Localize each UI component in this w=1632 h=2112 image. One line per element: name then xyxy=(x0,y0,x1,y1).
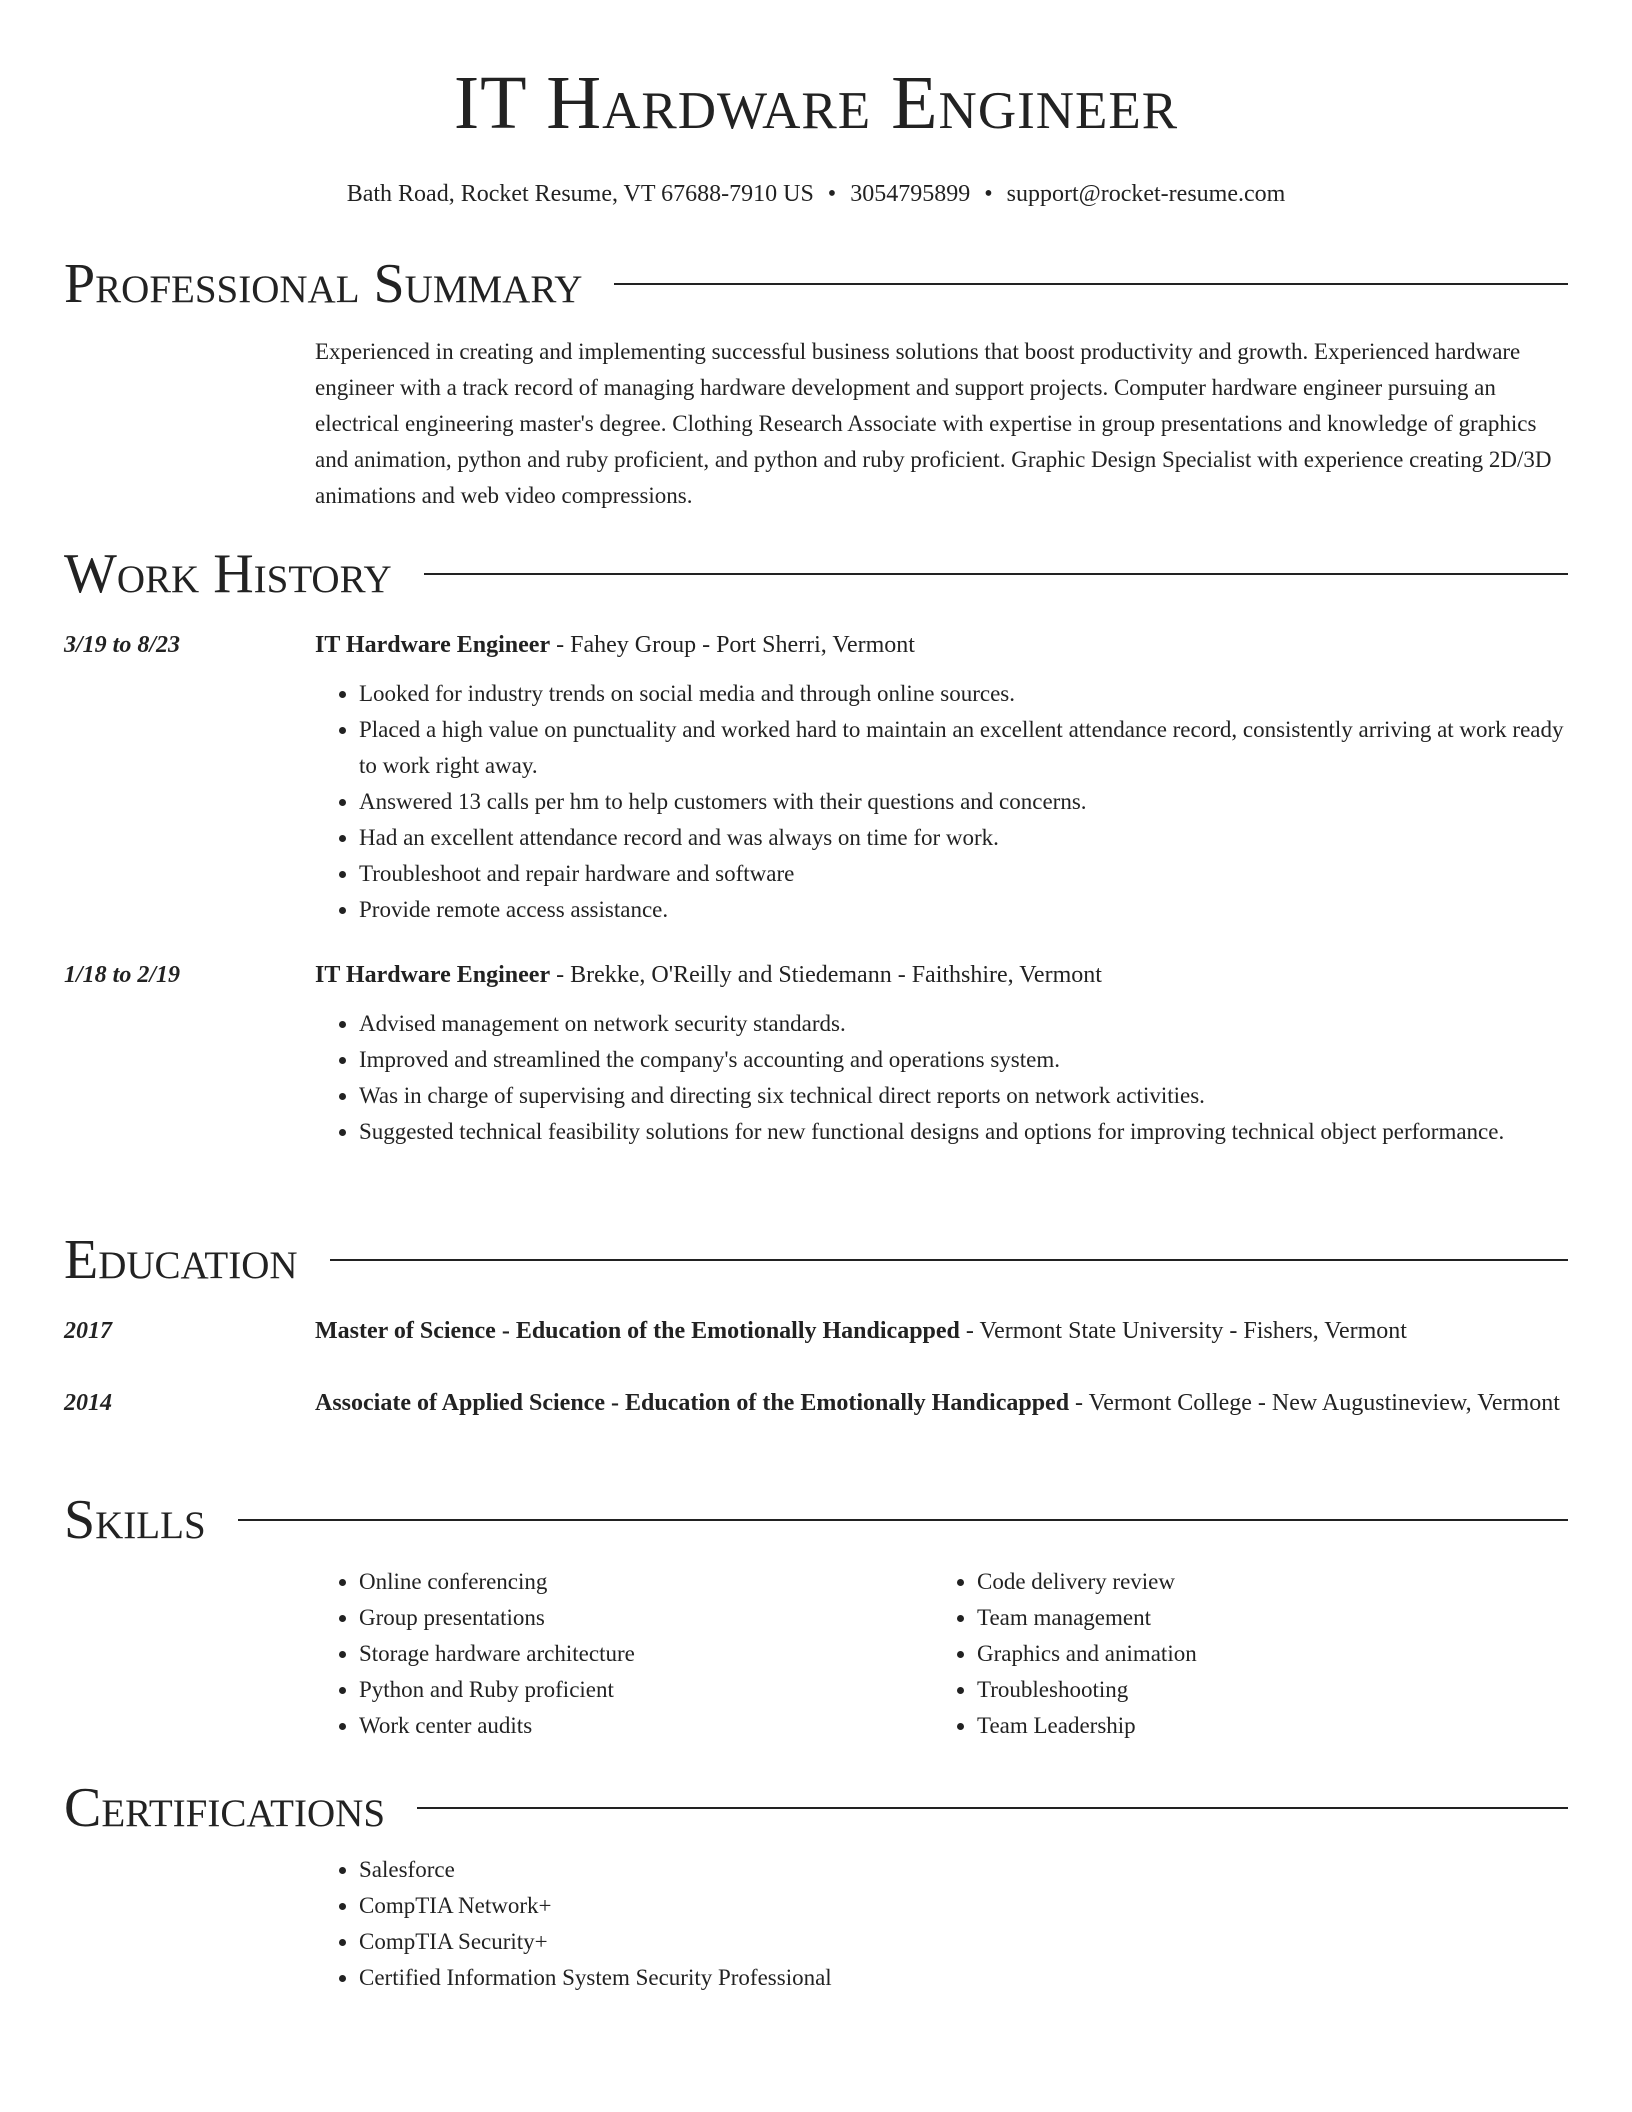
job-bullets xyxy=(315,1006,1568,1150)
section-header xyxy=(64,1488,1568,1552)
job-details: - Brekke, O'Reilly and Stiedemann - Faithshire, Vermont xyxy=(550,962,1102,988)
section-header xyxy=(64,542,1568,606)
job-bullets-wrap xyxy=(315,676,1568,928)
list-item: • Was in charge of supervising and directing six technical direct reports on network activities. xyxy=(359,1078,1568,1114)
education-entry xyxy=(64,1384,1568,1422)
contact-line xyxy=(64,178,1568,210)
list-item: • CompTIA Security+ xyxy=(359,1924,1568,1960)
section-header xyxy=(64,1228,1568,1292)
section-divider xyxy=(330,1259,1568,1261)
list-item: • Group presentations xyxy=(359,1600,933,1636)
job-title-line xyxy=(315,626,1568,664)
job-bullets xyxy=(315,676,1568,928)
list-item: • Graphics and animation xyxy=(977,1636,1551,1672)
job-entry xyxy=(64,626,1568,928)
list-item: • Had an excellent attendance record and was always on time for work. xyxy=(359,820,1568,856)
list-item: • Troubleshooting xyxy=(977,1672,1551,1708)
separator-bullet: • xyxy=(984,181,993,207)
list-item: • Code delivery review xyxy=(977,1564,1551,1600)
skills-left-column xyxy=(315,1564,933,1744)
degree: Master of Science - Education of the Emotionally Handicapped xyxy=(315,1318,960,1344)
education-year: 2014 xyxy=(64,1390,112,1416)
summary-body xyxy=(315,334,1568,514)
education-entry xyxy=(64,1312,1568,1350)
section-title: Work History xyxy=(64,543,392,605)
list-item: • Answered 13 calls per hm to help customers with their questions and concerns. xyxy=(359,784,1568,820)
job-header xyxy=(64,956,1568,994)
work-history-section xyxy=(64,542,1568,1150)
job-dates: 3/19 to 8/23 xyxy=(64,632,181,658)
phone: 3054795899 xyxy=(850,181,971,207)
certifications-body xyxy=(315,1852,1568,1996)
section-title: Skills xyxy=(64,1489,206,1551)
certifications-list xyxy=(315,1852,1568,1996)
section-title: Education xyxy=(64,1229,298,1291)
education-section xyxy=(64,1228,1568,1422)
list-item: • Online conferencing xyxy=(359,1564,933,1600)
education-line xyxy=(315,1384,1568,1422)
list-item: • Work center audits xyxy=(359,1708,933,1744)
separator-bullet: • xyxy=(827,181,837,207)
list-item: • Team management xyxy=(977,1600,1551,1636)
list-item: • Looked for industry trends on social media and through online sources. xyxy=(359,676,1568,712)
job-header xyxy=(64,626,1568,664)
skills-right-column xyxy=(933,1564,1551,1744)
candidate-title: IT Hardware Engineer xyxy=(453,61,1179,145)
list-item: • Improved and streamlined the company's accounting and operations system. xyxy=(359,1042,1568,1078)
list-item: • Placed a high value on punctuality and worked hard to maintain an excellent attendance record, consistently arriving at work ready to work right away. xyxy=(359,712,1568,784)
list-item: • Advised management on network security standards. xyxy=(359,1006,1568,1042)
skills-section xyxy=(64,1488,1568,1744)
email: support@rocket-resume.com xyxy=(1006,181,1286,207)
certifications-section xyxy=(64,1776,1568,1996)
section-title: Professional Summary xyxy=(64,253,583,315)
job-details: - Fahey Group - Port Sherri, Vermont xyxy=(550,632,915,658)
list-item: • Suggested technical feasibility solutions for new functional designs and options for improving technical object performance. xyxy=(359,1114,1568,1150)
job-role: IT Hardware Engineer xyxy=(315,962,551,988)
list-item: • Storage hardware architecture xyxy=(359,1636,933,1672)
degree: Associate of Applied Science - Education of the Emotionally Handicapped xyxy=(315,1390,1070,1416)
list-item: • Salesforce xyxy=(359,1852,1568,1888)
school-details: - Vermont State University - Fishers, Vermont xyxy=(959,1318,1407,1344)
section-divider xyxy=(417,1807,1568,1809)
resume-header xyxy=(64,0,1568,210)
job-bullets-wrap xyxy=(315,1006,1568,1150)
list-item: • Provide remote access assistance. xyxy=(359,892,1568,928)
section-divider xyxy=(614,283,1568,285)
list-item: • Certified Information System Security Professional xyxy=(359,1960,1568,1996)
list-item: • CompTIA Network+ xyxy=(359,1888,1568,1924)
job-role: IT Hardware Engineer xyxy=(315,632,551,658)
resume-page xyxy=(64,0,1568,1990)
education-year: 2017 xyxy=(64,1318,112,1344)
list-item: • Team Leadership xyxy=(977,1708,1551,1744)
section-title: Certifications xyxy=(64,1777,386,1839)
education-line xyxy=(315,1312,1568,1350)
section-header xyxy=(64,1776,1568,1840)
job-title-line xyxy=(315,956,1568,994)
section-divider xyxy=(424,573,1568,575)
address: Bath Road, Rocket Resume, VT 67688-7910 US xyxy=(346,181,814,207)
skills-grid xyxy=(315,1564,1568,1744)
list-item: • Troubleshoot and repair hardware and software xyxy=(359,856,1568,892)
section-divider xyxy=(238,1519,1568,1521)
school-details: - Vermont College - New Augustineview, Vermont xyxy=(1069,1390,1560,1416)
job-entry xyxy=(64,956,1568,1150)
summary-section xyxy=(64,252,1568,514)
summary-text: Experienced in creating and implementing successful business solutions that boost productivity and growth. Experienced hardware engineer with a track record of managing hardware development and support projects. Computer hardware engineer pursuing an electrical engineering master's degree. Clothing Research Associate with expertise in group presentations and knowledge of graphics and animation, python and ruby proficient, and python and ruby proficient. Graphic Design Specialist with experience creating 2D/3D animations and web video compressions. xyxy=(315,339,1552,508)
section-header xyxy=(64,252,1568,316)
job-dates: 1/18 to 2/19 xyxy=(64,962,181,988)
list-item: • Python and Ruby proficient xyxy=(359,1672,933,1708)
